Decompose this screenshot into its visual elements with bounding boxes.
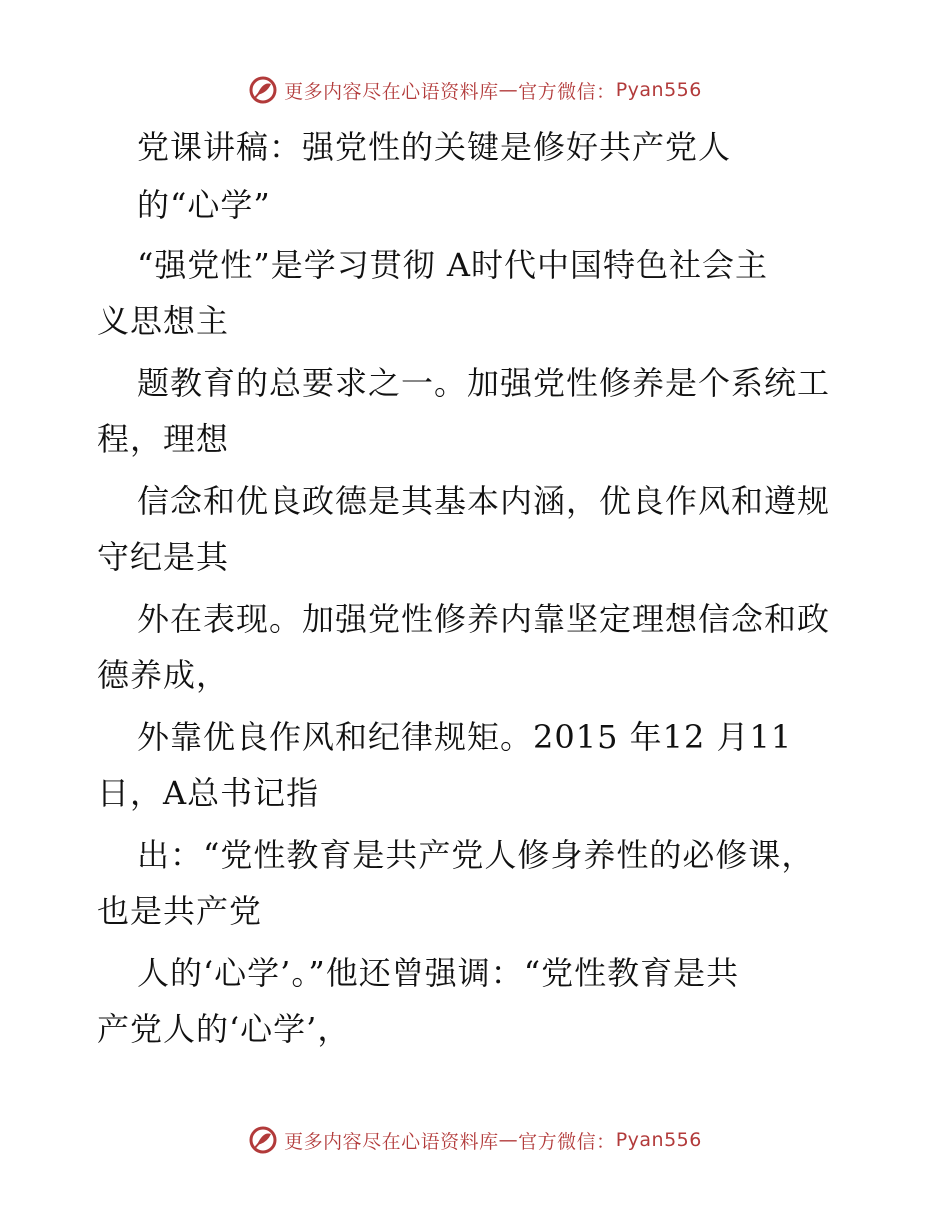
banner-text: 更多内容尽在心语资料库	[284, 80, 499, 103]
text-line: 出：“党性教育是共产党人修身养性的必修课，	[137, 836, 815, 874]
wechat-id: Pyan556	[615, 1129, 702, 1151]
text-line: 的“心学”	[137, 186, 271, 224]
text-line: 守纪是其	[97, 538, 230, 576]
text-line: 程，理想	[97, 420, 230, 458]
footer-banner	[0, 1120, 950, 1160]
wechat-id: Pyan556	[615, 79, 702, 101]
text-line: 党课讲稿：强党性的关键是修好共产党人	[137, 128, 732, 166]
wechat-label: 官方微信：	[518, 1130, 616, 1153]
wechat-label: 官方微信：	[518, 80, 616, 103]
leaf-seal-icon	[248, 75, 278, 105]
text-line: 日，A总书记指	[97, 774, 320, 812]
text-line: “强党性”是学习贯彻 A时代中国特色社会主	[137, 246, 769, 284]
text-line: 义思想主	[97, 302, 230, 340]
text-line: 产党人的‘心学’，	[97, 1010, 351, 1048]
banner-dash: —	[498, 1129, 519, 1151]
text-line: 也是共产党	[97, 892, 263, 930]
text-line: 外在表现。加强党性修养内靠坚定理想信念和政	[137, 600, 831, 638]
banner-dash: —	[498, 79, 519, 101]
leaf-seal-icon	[248, 1125, 278, 1155]
text-line: 题教育的总要求之一。加强党性修养是个系统工	[137, 364, 831, 402]
text-line: 人的‘心学’。”他还曾强调：“党性教育是共	[137, 954, 740, 992]
text-line: 信念和优良政德是其基本内涵，优良作风和遵规	[137, 482, 831, 520]
banner-text: 更多内容尽在心语资料库	[284, 1130, 499, 1153]
text-line: 德养成，	[97, 656, 230, 694]
text-line: 外靠优良作风和纪律规矩。2015 年12 月11	[137, 718, 793, 756]
header-banner	[0, 70, 950, 110]
